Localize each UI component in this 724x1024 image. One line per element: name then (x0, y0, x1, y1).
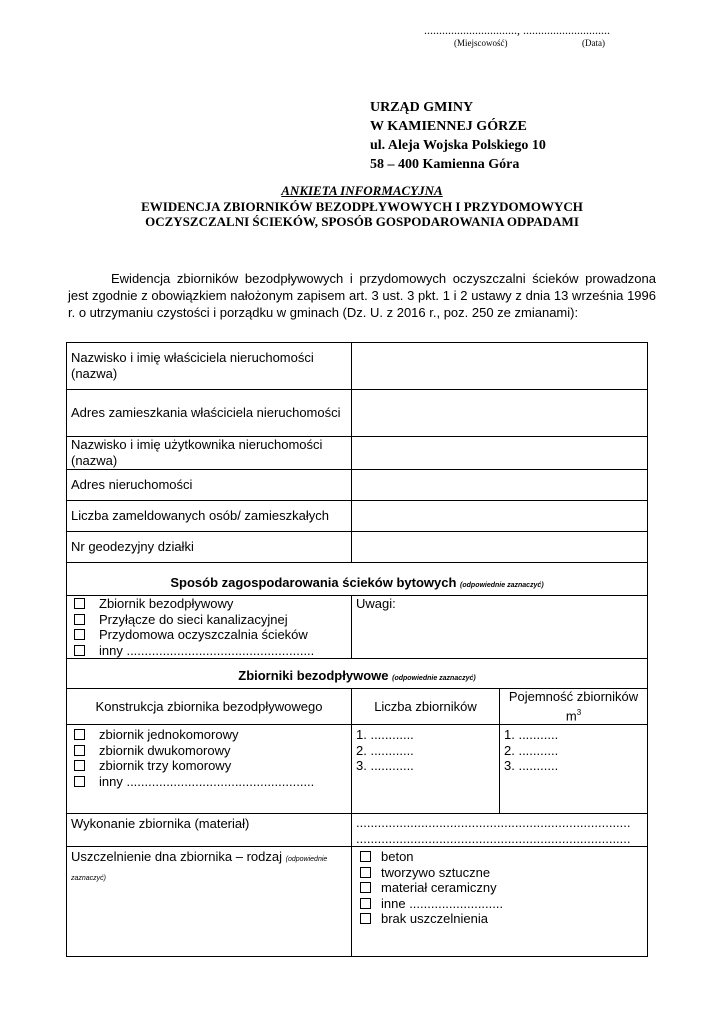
sealing-option[interactable]: inne .......................... (356, 896, 643, 912)
office-address (370, 98, 546, 174)
owner-name-label: Nazwisko i imię właściciela nieruchomości (nazwa) (67, 343, 352, 390)
checkbox[interactable] (74, 598, 85, 609)
residents-input[interactable] (352, 501, 648, 532)
intro-text: Ewidencja zbiorników bezodpływowych i przydomowych oczyszczalni ścieków prowadzona jest zgodnie z obowiązkiem nałożonym zapisem art. 3 ust. 3 pkt. 1 i 2 ustawy z dnia 13 września 1996 r. o utrzymaniu czystości i porządku w gminach (Dz. U. z 2016 r., poz. 250 ze zmianami): (68, 271, 656, 320)
checkbox[interactable] (74, 776, 85, 787)
checkbox[interactable] (74, 629, 85, 640)
remarks-label: Uwagi: (356, 596, 396, 611)
tank-count-field[interactable] (352, 725, 500, 814)
property-address-input[interactable] (352, 470, 648, 501)
checkbox[interactable] (360, 867, 371, 878)
material-field[interactable] (352, 814, 648, 847)
sealing-options (352, 847, 648, 957)
construction-option[interactable]: inny .................................................... (71, 774, 347, 790)
residents-label: Liczba zameldowanych osób/ zamieszkałych (67, 501, 352, 532)
sewage-heading (67, 563, 648, 596)
tank-capacity-field[interactable] (500, 725, 648, 814)
tanks-heading-text: Zbiorniki bezodpływowe (238, 668, 389, 683)
date-hint: (Data) (582, 38, 605, 48)
checkbox[interactable] (74, 645, 85, 656)
sewage-options (67, 596, 352, 659)
sewage-heading-note: (odpowiednie zaznaczyć) (460, 582, 544, 589)
sealing-label: Uszczelnienie dna zbiornika – rodzaj (71, 849, 283, 865)
sealing-option[interactable]: materiał ceramiczny (356, 880, 643, 896)
user-name-label: Nazwisko i imię użytkownika nieruchomości (nazwa) (67, 437, 352, 470)
intro-paragraph (68, 270, 656, 321)
construction-option[interactable]: zbiornik dwukomorowy (71, 743, 347, 759)
capacity-line: 3. ........... (504, 758, 559, 774)
sealing-note: (odpowiednie zaznaczyć) (71, 856, 328, 883)
checkbox[interactable] (74, 614, 85, 625)
checkbox[interactable] (360, 882, 371, 893)
count-line: 1. ............ (356, 727, 414, 743)
col-construction-header: Konstrukcja zbiornika bezodpływowego (67, 689, 352, 725)
count-line: 2. ............ (356, 742, 414, 758)
form-title-line-1: EWIDENCJA ZBIORNIKÓW BEZODPŁYWOWYCH I PRZYDOMOWYCH (141, 199, 583, 214)
checkbox[interactable] (74, 729, 85, 740)
user-name-input[interactable] (352, 437, 648, 470)
owner-address-label: Adres zamieszkania właściciela nieruchomości (67, 390, 352, 437)
parcel-input[interactable] (352, 532, 648, 563)
place-date-dots: ..............................., ............................. (424, 23, 610, 37)
office-line-2: W KAMIENNEJ GÓRZE (370, 119, 527, 134)
sewage-option[interactable]: Przydomowa oczyszczalnia ścieków (71, 627, 347, 643)
sewage-option[interactable]: Przyłącze do sieci kanalizacyjnej (71, 612, 347, 628)
checkbox[interactable] (360, 898, 371, 909)
checkbox[interactable] (360, 913, 371, 924)
sewage-option[interactable]: inny .................................................... (71, 643, 347, 659)
owner-address-input[interactable] (352, 390, 648, 437)
capacity-line: 2. ........... (504, 742, 559, 758)
form-type-title: ANKIETA INFORMACYJNA (281, 183, 443, 198)
tanks-heading-note: (odpowiednie zaznaczyć) (392, 675, 476, 682)
parcel-label: Nr geodezyjny działki (67, 532, 352, 563)
sealing-option[interactable]: tworzywo sztuczne (356, 865, 643, 881)
material-label: Wykonanie zbiornika (materiał) (67, 814, 352, 847)
survey-table (66, 342, 648, 957)
col-capacity-header: Pojemność zbiorników $m^3$ (500, 689, 648, 725)
office-line-4: 58 – 400 Kamienna Góra (370, 157, 520, 172)
capacity-line: 1. ........... (504, 727, 559, 743)
count-line: 3. ............ (356, 758, 414, 774)
material-dots-1: ............................................................................ (356, 815, 631, 831)
col-count-header: Liczba zbiorników (352, 689, 500, 725)
office-line-3: ul. Aleja Wojska Polskiego 10 (370, 138, 546, 153)
checkbox[interactable] (74, 745, 85, 756)
owner-name-input[interactable] (352, 343, 648, 390)
sealing-label-cell (67, 847, 352, 957)
checkbox[interactable] (360, 851, 371, 862)
form-title-line-2: OCZYSZCZALNI ŚCIEKÓW, SPOSÓB GOSPODAROWANIA ODPADAMI (145, 214, 579, 229)
sewage-option[interactable]: Zbiornik bezodpływowy (71, 596, 347, 612)
checkbox[interactable] (74, 760, 85, 771)
property-address-label: Adres nieruchomości (67, 470, 352, 501)
construction-option[interactable]: zbiornik trzy komorowy (71, 758, 347, 774)
construction-options (67, 725, 352, 814)
remarks-field[interactable] (352, 596, 648, 659)
tanks-heading (67, 659, 648, 689)
place-hint: (Miejscowość) (454, 38, 508, 48)
form-title (0, 199, 724, 229)
office-line-1: URZĄD GMINY (370, 100, 474, 115)
sealing-option[interactable]: brak uszczelnienia (356, 911, 643, 927)
sewage-heading-text: Sposób zagospodarowania ścieków bytowych (170, 575, 457, 590)
material-dots-2: ............................................................................ (356, 830, 631, 846)
construction-option[interactable]: zbiornik jednokomorowy (71, 727, 347, 743)
sealing-option[interactable]: beton (356, 849, 643, 865)
